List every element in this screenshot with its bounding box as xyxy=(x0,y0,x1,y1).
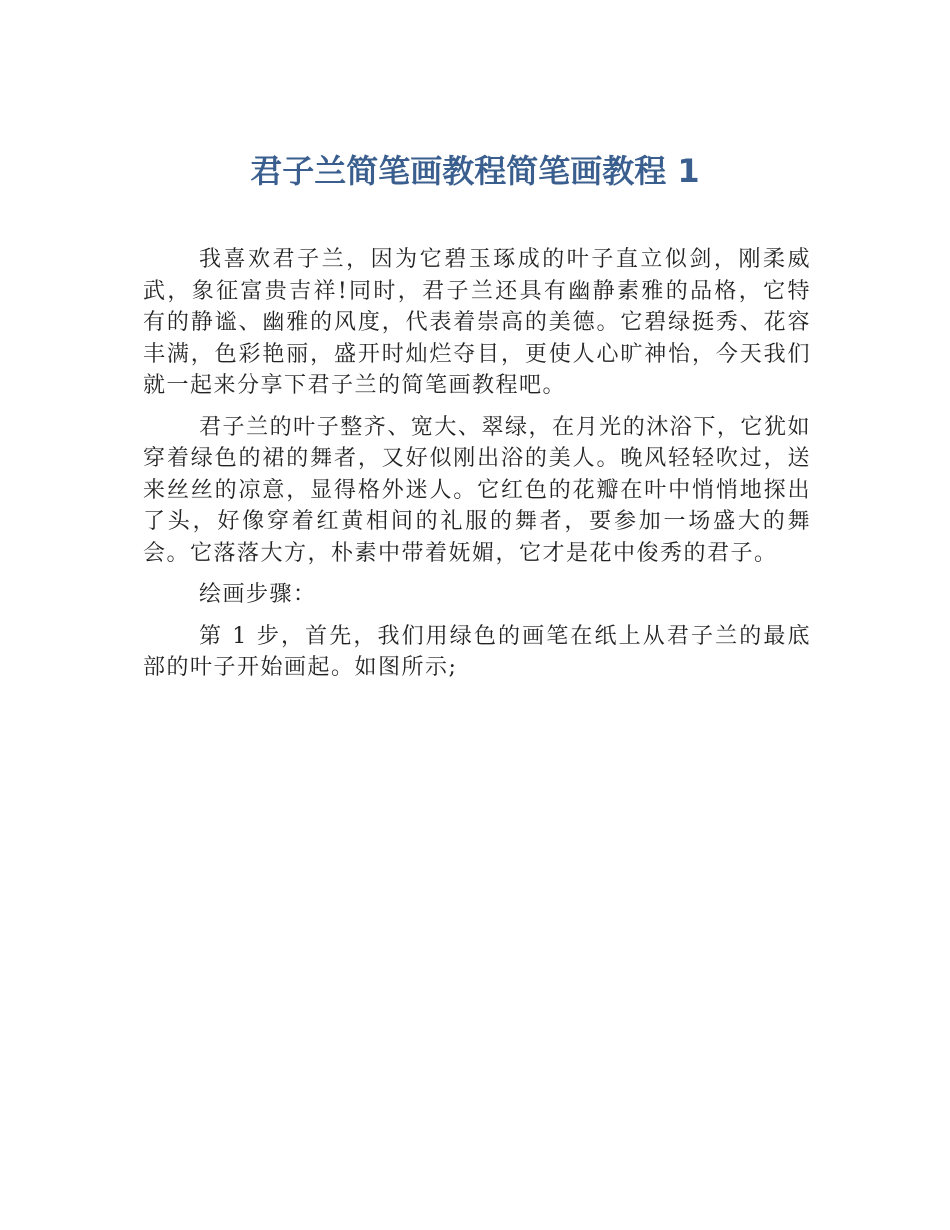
paragraph-description: 君子兰的叶子整齐、宽大、翠绿，在月光的沐浴下，它犹如穿着绿色的裙的舞者，又好似刚出浴的美人。晚风轻轻吹过，送来丝丝的凉意，显得格外迷人。它红色的花瓣在叶中悄悄地探出了头，好像穿着红黄相间的礼服的舞者，要参加一场盛大的舞会。它落落大方，朴素中带着妩媚，它才是花中俊秀的君子。 xyxy=(143,414,811,566)
paragraph-intro: 我喜欢君子兰，因为它碧玉琢成的叶子直立似剑，刚柔威武，象征富贵吉祥!同时，君子兰还具有幽静素雅的品格，它特有的静谧、幽雅的风度，代表着崇高的美德。它碧绿挺秀、花容丰满，色彩艳丽，盛开时灿烂夺目，更使人心旷神怡，今天我们就一起来分享下君子兰的简笔画教程吧。 xyxy=(143,247,811,398)
document-title: 君子兰简笔画教程简笔画教程 1 xyxy=(250,152,700,190)
paragraph-step-1: 第 1 步，首先，我们用绿色的画笔在纸上从君子兰的最底部的叶子开始画起。如图所示; xyxy=(143,623,811,680)
document-body xyxy=(143,244,811,694)
paragraph-steps-heading: 绘画步骤： xyxy=(199,582,317,607)
